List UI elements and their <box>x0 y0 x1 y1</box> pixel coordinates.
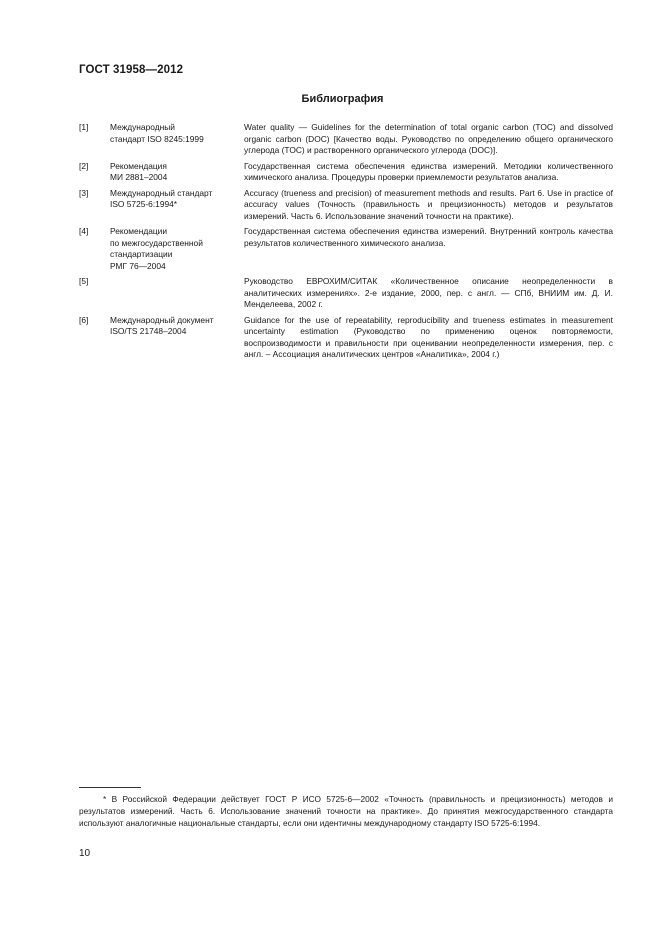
entry-source-line: Рекомендации <box>110 226 168 236</box>
entry-source <box>110 276 244 311</box>
bibliography-entry <box>79 122 613 157</box>
entry-description: Accuracy (trueness and precision) of measurement methods and results. Part 6. Use in practice of accuracy values (Точность (правильность и прецизионность) методов и результатов измерений. Часть 6. Использование значений точности на практике). <box>244 187 613 221</box>
entry-description: Water quality — Guidelines for the determination of total organic carbon (TOC) and dissolved organic carbon (DOC) [Качество воды. Руководство по определению общего органического углерода (TOC) и растворенного органического углерода (DOC)]. <box>244 122 613 155</box>
entry-source-line: МИ 2881–2004 <box>110 172 168 182</box>
bibliography-entry <box>79 315 613 361</box>
bibliography-entry <box>79 188 613 223</box>
entry-source-line: Рекомендация <box>110 160 167 171</box>
entry-source-line: стандартизации <box>110 249 173 259</box>
entry-source-line: ISO/TS 21748–2004 <box>110 326 187 336</box>
entry-description: Государственная система обеспечения единства измерений. Внутренний контроль качества результатов количественного химического анализа. <box>244 226 613 248</box>
bibliography-entry <box>79 276 613 311</box>
entry-source <box>110 122 244 157</box>
entry-description: Руководство ЕВРОХИМ/СИТАК «Количественное описание неопределенности в аналитических измерениях». 2-е издание, 2000, пер. с англ. — СПб, ВНИИМ им. Д. И. Менделеева, 2002 г. <box>244 276 613 309</box>
entry-source <box>110 188 244 223</box>
bibliography-entry <box>79 226 613 272</box>
entry-description: Guidance for the use of repeatability, reproducibility and trueness estimates in measurement uncertainty estimation (Руководство по применению оценок повторяемости, воспроизводимости и правильности при оценивании неопределенности измерения, пер. с англ. – Ассоциация аналитических центров «Аналитика», 2004 г.) <box>244 314 613 359</box>
entry-description: Государственная система обеспечения единства измерений. Методики количественного химического анализа. Процедуры проверки приемлемости результатов анализа. <box>244 160 613 182</box>
entry-source-line: Международный стандарт <box>110 187 213 198</box>
footnote-divider <box>79 787 141 788</box>
entry-source <box>110 226 244 272</box>
page-number: 10 <box>79 848 91 859</box>
entry-number: [1] <box>79 122 89 132</box>
entry-source-line: РМГ 76—2004 <box>110 260 166 271</box>
entry-source-line: Международный <box>110 122 175 132</box>
bibliography-list <box>79 122 613 365</box>
entry-number: [4] <box>79 226 89 236</box>
bibliography-entry <box>79 161 613 184</box>
entry-source-line: ISO 5725-6:1994* <box>110 199 178 209</box>
entry-number: [3] <box>79 187 89 198</box>
entry-source <box>110 315 244 361</box>
section-title: Библиография <box>301 93 384 105</box>
entry-source-line: Международный документ <box>110 314 214 325</box>
entry-source-line: стандарт ISO 8245:1999 <box>110 133 204 144</box>
entry-number: [5] <box>79 276 89 286</box>
entry-number: [2] <box>79 160 89 171</box>
footnote-text: * В Российской Федерации действует ГОСТ Р ИСО 5725-6—2002 «Точность (правильность и прецизионность) методов и результатов измерений. Часть 6. Использование значений точности на практике». До принятия межгосударственного стандарта используют аналогичные национальные стандарты, если они идентичны международному стандарту ISO 5725-6:1994. <box>79 794 613 829</box>
entry-source-line: по межгосударственной <box>110 237 203 248</box>
document-header: ГОСТ 31958—2012 <box>79 64 184 76</box>
entry-number: [6] <box>79 314 89 325</box>
footnote <box>79 793 613 830</box>
entry-source <box>110 161 244 184</box>
